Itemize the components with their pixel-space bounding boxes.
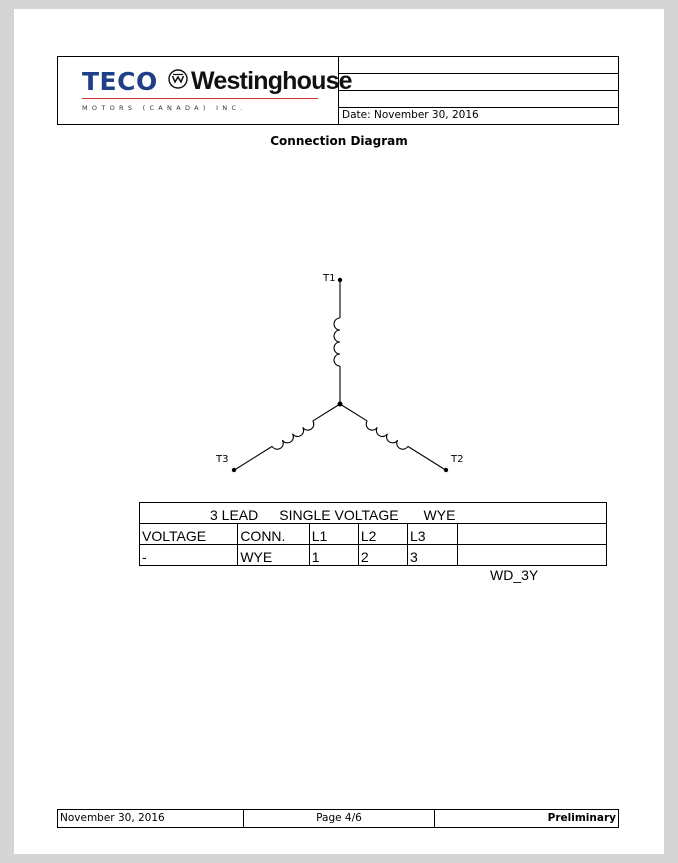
terminal-t3-dot xyxy=(232,468,236,472)
diagram-code: WD_3Y xyxy=(490,567,539,583)
terminal-t1-dot xyxy=(338,278,342,282)
cell-voltage: - xyxy=(140,545,238,566)
footer-date: November 30, 2016 xyxy=(58,810,244,827)
caption-connection: WYE xyxy=(423,507,456,523)
header-date: Date: November 30, 2016 xyxy=(342,109,479,121)
connection-table xyxy=(139,502,607,566)
header-conn: CONN. xyxy=(238,524,309,545)
terminal-t2-dot xyxy=(444,468,448,472)
footer-table xyxy=(57,809,619,828)
cell-blank xyxy=(458,545,607,566)
logo-westinghouse-text: Westinghouse xyxy=(191,67,352,95)
document-page xyxy=(14,9,664,854)
table-header-row xyxy=(140,524,607,545)
terminal-t3-label: T3 xyxy=(216,454,229,465)
cell-l2: 2 xyxy=(358,545,407,566)
header-l1: L1 xyxy=(309,524,358,545)
header-l2: L2 xyxy=(358,524,407,545)
cell-l1: 1 xyxy=(309,545,358,566)
table-caption-row xyxy=(140,503,607,524)
wye-connection-diagram xyxy=(14,9,664,489)
terminal-t1-label: T1 xyxy=(323,273,336,284)
header-voltage: VOLTAGE xyxy=(140,524,238,545)
logo-teco-text: TECO xyxy=(82,67,158,96)
header-l3: L3 xyxy=(408,524,458,545)
cell-conn: WYE xyxy=(238,545,309,566)
center-node-dot xyxy=(338,402,343,407)
terminal-t2-label: T2 xyxy=(451,454,464,465)
table-row xyxy=(140,545,607,566)
caption-voltage: SINGLE VOLTAGE xyxy=(279,507,399,523)
footer-status: Preliminary xyxy=(547,812,616,824)
footer-page-number: Page 4/6 xyxy=(244,810,435,827)
caption-leads: 3 LEAD xyxy=(210,507,259,523)
header-blank xyxy=(458,524,607,545)
logo-subtitle: MOTORS (CANADA) INC. xyxy=(82,104,247,112)
cell-l3: 3 xyxy=(408,545,458,566)
page-title: Connection Diagram xyxy=(270,134,408,148)
